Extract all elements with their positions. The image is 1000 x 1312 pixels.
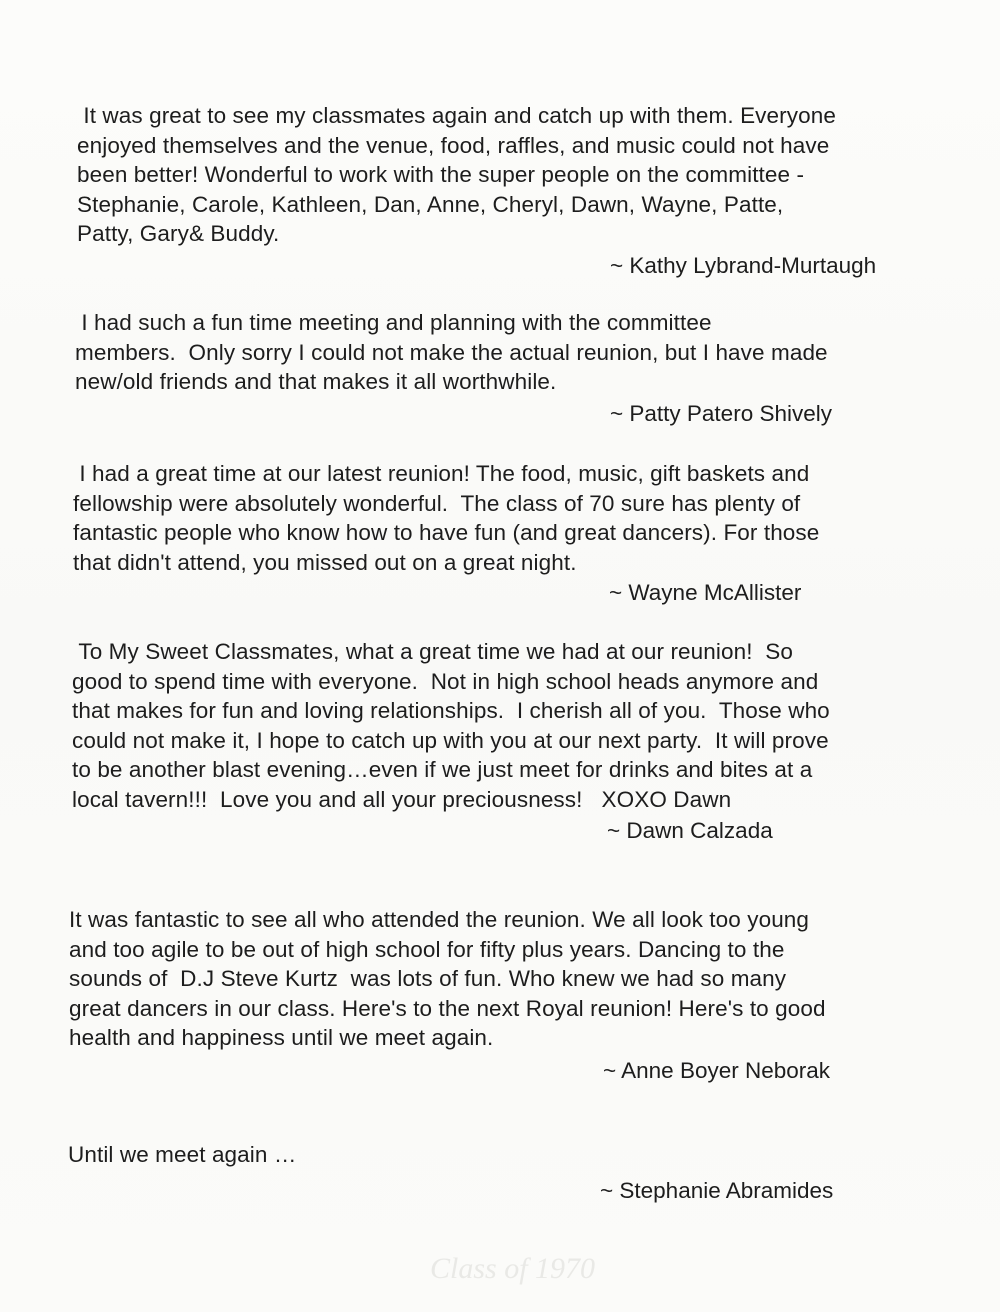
text-line: members. Only sorry I could not make the actual reunion, but I have made xyxy=(75,339,828,365)
closing-line xyxy=(68,1140,296,1170)
text-line: to be another blast evening…even if we just meet for drinks and bites at a xyxy=(72,757,813,782)
text-line: Until we meet again … xyxy=(68,1142,297,1167)
text-line: new/old friends and that makes it all worthwhile. xyxy=(75,369,557,394)
signature-dawn: ~ Dawn Calzada xyxy=(607,818,773,843)
testimonial-1 xyxy=(77,101,836,249)
testimonial-4 xyxy=(72,637,830,814)
text-line: that makes for fun and loving relationships. I cherish all of you. Those who xyxy=(72,698,830,723)
signature-anne: ~ Anne Boyer Neborak xyxy=(603,1058,831,1083)
text-line: local tavern!!! Love you and all your preciousness! XOXO Dawn xyxy=(72,786,732,812)
signature-wayne: ~ Wayne McAllister xyxy=(609,580,802,605)
text-line: good to spend time with everyone. Not in high school heads anymore and xyxy=(72,668,819,694)
text-line: It was great to see my classmates again and catch up with them. Everyone xyxy=(77,103,836,128)
text-line: fantastic people who know how to have fun (and great dancers). For those xyxy=(73,520,820,545)
text-line: Patty, Gary& Buddy. xyxy=(77,221,280,246)
text-line: that didn't attend, you missed out on a great night. xyxy=(73,549,577,575)
testimonial-3 xyxy=(73,459,819,577)
text-line: To My Sweet Classmates, what a great time we had at our reunion! So xyxy=(72,639,793,664)
watermark-text: Class of 1970 xyxy=(430,1252,596,1285)
text-line: enjoyed themselves and the venue, food, raffles, and music could not have xyxy=(77,132,830,158)
text-line: It was fantastic to see all who attended the reunion. We all look too young xyxy=(69,907,810,932)
text-line: Stephanie, Carole, Kathleen, Dan, Anne, Cheryl, Dawn, Wayne, Patte, xyxy=(77,191,784,217)
text-line: I had a great time at our latest reunion! The food, music, gift baskets and xyxy=(73,461,810,486)
text-line: been better! Wonderful to work with the super people on the committee - xyxy=(77,162,805,187)
testimonial-2 xyxy=(75,308,828,397)
signature-stephanie: ~ Stephanie Abramides xyxy=(600,1178,834,1203)
text-line: sounds of D.J Steve Kurtz was lots of fun. Who knew we had so many xyxy=(69,966,787,991)
text-line: I had such a fun time meeting and planning with the committee xyxy=(75,310,712,335)
testimonial-5 xyxy=(69,905,826,1053)
text-line: great dancers in our class. Here's to the next Royal reunion! Here's to good xyxy=(69,995,826,1021)
signature-kathy: ~ Kathy Lybrand-Murtaugh xyxy=(610,253,877,278)
text-line: could not make it, I hope to catch up with you at our next party. It will prove xyxy=(72,727,829,753)
text-line: and too agile to be out of high school for fifty plus years. Dancing to the xyxy=(69,936,785,962)
text-line: fellowship were absolutely wonderful. The class of 70 sure has plenty of xyxy=(73,490,801,516)
signature-patty: ~ Patty Patero Shively xyxy=(610,401,832,426)
text-line: health and happiness until we meet again. xyxy=(69,1025,494,1050)
